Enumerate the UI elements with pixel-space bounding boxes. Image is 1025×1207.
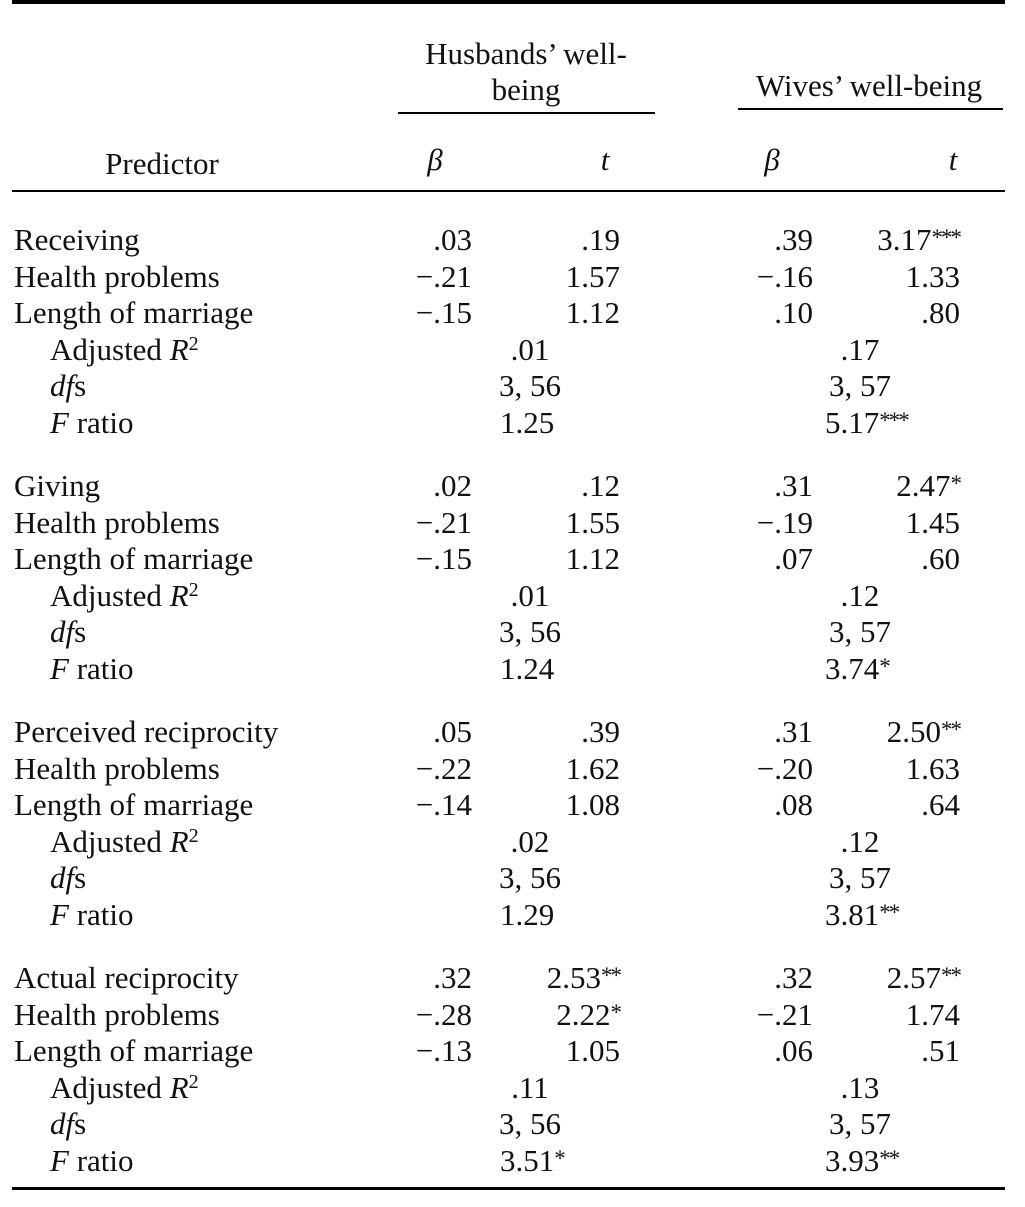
husbands-dfs: 3, 56	[499, 614, 561, 649]
stat-label-text: s	[74, 614, 87, 649]
husbands-beta-cell: .32	[433, 960, 472, 995]
husbands-beta-cell: −.22	[415, 750, 472, 786]
wives-f-ratio-value: 5.17	[825, 404, 880, 440]
husbands-header-line1: Husbands’ well-	[425, 36, 627, 71]
husbands-t-cell	[556, 996, 620, 1032]
stat-label-symbol: F	[50, 1142, 69, 1178]
predictor-header: Predictor	[105, 146, 219, 181]
wives-beta-cell: .39	[774, 222, 813, 257]
significance-stars: **	[879, 899, 899, 925]
wives-dfs: 3, 57	[829, 614, 891, 649]
husbands-t-cell	[566, 543, 620, 574]
stat-label-f_ratio	[50, 650, 134, 686]
wives-t-cell	[877, 224, 960, 255]
husbands-t-cell	[581, 224, 620, 255]
predictor-label: Health problems	[14, 996, 220, 1032]
husbands-t-cell-value: 1.57	[565, 258, 620, 294]
husbands-f-ratio	[500, 404, 555, 440]
wives-t-cell-value: 2.57	[886, 960, 941, 995]
wives-beta-cell: −.20	[756, 750, 813, 786]
predictor-label: Length of marriage	[14, 1033, 254, 1068]
stat-label-text: s	[74, 860, 87, 895]
husbands-f-ratio	[500, 650, 555, 686]
significance-stars: *	[879, 653, 889, 679]
predictor-label: Giving	[14, 468, 101, 503]
wives-t-cell	[905, 258, 960, 294]
husbands-beta-cell: .03	[433, 222, 472, 257]
wives-t-cell-value: .64	[921, 787, 960, 822]
significance-stars: ***	[879, 407, 908, 433]
wives-dfs: 3, 57	[829, 1106, 891, 1141]
stat-label-adj_r2	[50, 331, 199, 367]
wives-t-cell-value: 1.74	[905, 996, 960, 1032]
significance-stars: **	[879, 1145, 899, 1171]
stat-label-superscript: 2	[188, 332, 199, 355]
husbands-beta-cell: .02	[433, 468, 472, 503]
stat-label-symbol: df	[50, 368, 75, 403]
significance-stars: **	[941, 963, 960, 988]
predictor-label: Receiving	[14, 222, 140, 257]
stat-label-text: Adjusted	[50, 823, 170, 859]
husbands-beta-cell: −.15	[415, 541, 472, 576]
husbands-t-cell-value: 1.12	[565, 541, 620, 576]
wives-adj-r2: .12	[840, 577, 880, 613]
stat-label-adj_r2	[50, 577, 199, 613]
husbands-beta-cell: .05	[433, 714, 472, 749]
stat-label-symbol: R	[169, 1069, 189, 1105]
stat-label-text: ratio	[68, 896, 134, 932]
husbands-f-ratio	[500, 1142, 564, 1178]
husbands-t-cell-value: 1.08	[565, 787, 620, 822]
wives-beta-cell: −.16	[756, 258, 813, 294]
wives-beta-cell: .10	[774, 295, 813, 330]
husbands-beta-cell: −.15	[415, 295, 472, 330]
wives-f-ratio-value: 3.81	[825, 896, 880, 932]
wives-adj-r2: .12	[840, 823, 880, 859]
stat-label-superscript: 2	[188, 1070, 199, 1093]
husbands-header-underline	[398, 112, 655, 114]
husbands-dfs: 3, 56	[499, 368, 561, 403]
husbands-t-cell-value: 2.22	[556, 996, 611, 1032]
significance-stars: ***	[931, 225, 960, 250]
predictor-label: Health problems	[14, 258, 220, 294]
stat-label-symbol: R	[169, 823, 189, 859]
wives-t-cell	[921, 1035, 960, 1066]
stat-label-symbol: df	[50, 614, 75, 649]
stat-label-superscript: 2	[188, 824, 199, 847]
husbands-adj-r2: .01	[510, 331, 550, 367]
husbands-beta-cell: −.21	[415, 258, 472, 294]
husbands-beta-cell: −.14	[415, 787, 472, 822]
stat-label-text: ratio	[68, 1142, 134, 1178]
husbands-t-cell-value: 2.53	[546, 960, 601, 995]
husbands-t-cell-value: 1.05	[565, 1033, 620, 1068]
husbands-t-cell-value: .39	[581, 714, 620, 749]
stat-label-symbol: df	[50, 860, 75, 895]
wives-f-ratio	[825, 896, 899, 932]
wives-dfs: 3, 57	[829, 368, 891, 403]
stat-label-text: s	[74, 368, 87, 403]
wives-beta-cell: .07	[774, 541, 813, 576]
stat-label-text: Adjusted	[50, 1069, 170, 1105]
husbands-dfs: 3, 56	[499, 1106, 561, 1141]
wives-t-cell	[887, 716, 960, 747]
husbands-beta-cell: −.28	[415, 996, 472, 1032]
wives-t-header: t	[948, 142, 958, 177]
wives-t-cell	[905, 750, 960, 786]
stat-label-symbol: R	[169, 331, 189, 367]
husbands-adj-r2: .02	[510, 823, 550, 859]
wives-f-ratio	[825, 1142, 899, 1178]
stat-label-f_ratio	[50, 896, 134, 932]
husbands-f-ratio-value: 1.25	[500, 404, 555, 440]
header-rule	[12, 190, 1005, 192]
stat-label-symbol: F	[50, 896, 69, 932]
wives-adj-r2: .13	[840, 1069, 880, 1105]
stat-label-dfs	[50, 862, 86, 893]
husbands-t-cell-value: .12	[581, 468, 620, 503]
wives-t-cell-value: 1.45	[905, 504, 960, 540]
wives-adj-r2: .17	[840, 331, 880, 367]
wives-t-cell	[887, 962, 960, 993]
stat-label-text: Adjusted	[50, 577, 170, 613]
predictor-label: Health problems	[14, 504, 220, 540]
wives-beta-cell: .32	[774, 960, 813, 995]
predictor-label: Health problems	[14, 750, 220, 786]
stat-label-dfs	[50, 616, 86, 647]
husbands-t-header: t	[600, 142, 610, 177]
husbands-t-cell-value: 1.12	[565, 295, 620, 330]
significance-stars: **	[941, 717, 960, 742]
husbands-t-cell	[565, 504, 620, 540]
wives-beta-cell: −.19	[756, 504, 813, 540]
stat-label-f_ratio	[50, 404, 134, 440]
husbands-f-ratio-value: 1.29	[500, 896, 555, 932]
significance-stars: *	[950, 471, 960, 496]
wives-t-cell-value: 1.63	[905, 750, 960, 786]
husbands-t-cell-value: 1.55	[565, 504, 620, 540]
husbands-f-ratio-value: 3.51	[500, 1142, 555, 1178]
stat-label-f_ratio	[50, 1142, 134, 1178]
stat-label-adj_r2	[50, 1069, 199, 1105]
significance-stars: *	[610, 999, 620, 1025]
wives-t-cell-value: 2.50	[886, 714, 941, 749]
wives-t-cell	[896, 470, 960, 501]
stat-label-symbol: F	[50, 650, 69, 686]
stat-label-adj_r2	[50, 823, 199, 859]
husbands-t-cell-value: .19	[581, 222, 620, 257]
husbands-t-cell	[566, 1035, 620, 1066]
wives-t-cell-value: 3.17	[877, 222, 932, 257]
wives-header-underline	[738, 108, 1003, 110]
husbands-t-cell	[565, 750, 620, 786]
wives-t-cell	[905, 504, 960, 540]
husbands-t-cell	[566, 297, 620, 328]
husbands-t-cell	[581, 716, 620, 747]
wives-beta-cell: .06	[774, 1033, 813, 1068]
predictor-label: Actual reciprocity	[14, 960, 239, 995]
stat-label-dfs	[50, 1108, 86, 1139]
stat-label-text: ratio	[68, 404, 134, 440]
stat-label-superscript: 2	[188, 578, 199, 601]
husbands-t-cell	[547, 962, 620, 993]
stat-label-text: s	[74, 1106, 87, 1141]
stat-label-dfs	[50, 370, 86, 401]
wives-f-ratio	[825, 650, 889, 686]
bottom-rule	[12, 1187, 1005, 1190]
top-rule	[12, 0, 1005, 4]
wives-t-cell-value: 2.47	[896, 468, 951, 503]
husbands-f-ratio-value: 1.24	[500, 650, 555, 686]
wives-t-cell	[905, 996, 960, 1032]
wives-header: Wives’ well-being	[755, 68, 983, 103]
wives-t-cell-value: .60	[921, 541, 960, 576]
wives-beta-cell: .08	[774, 787, 813, 822]
stat-label-symbol: df	[50, 1106, 75, 1141]
husbands-t-cell	[565, 258, 620, 294]
wives-t-cell	[921, 543, 960, 574]
wives-beta-cell: .31	[774, 714, 813, 749]
husbands-f-ratio	[500, 896, 555, 932]
wives-t-cell-value: 1.33	[905, 258, 960, 294]
wives-t-cell	[921, 789, 960, 820]
husbands-t-cell-value: 1.62	[565, 750, 620, 786]
husbands-beta-cell: −.13	[415, 1033, 472, 1068]
predictor-label: Length of marriage	[14, 541, 254, 576]
stat-label-symbol: R	[169, 577, 189, 613]
wives-f-ratio-value: 3.74	[825, 650, 880, 686]
husbands-t-cell	[581, 470, 620, 501]
husbands-adj-r2: .01	[510, 577, 550, 613]
significance-stars: *	[554, 1145, 564, 1171]
wives-f-ratio-value: 3.93	[825, 1142, 880, 1178]
predictor-label: Perceived reciprocity	[14, 714, 279, 749]
significance-stars: **	[601, 963, 620, 988]
husbands-adj-r2: .11	[511, 1069, 549, 1105]
stat-label-text: Adjusted	[50, 331, 170, 367]
predictor-label: Length of marriage	[14, 787, 254, 822]
wives-f-ratio	[825, 404, 908, 440]
wives-dfs: 3, 57	[829, 860, 891, 895]
husbands-beta-header: β	[427, 142, 443, 177]
husbands-beta-cell: −.21	[415, 504, 472, 540]
stat-label-symbol: F	[50, 404, 69, 440]
wives-t-cell-value: .80	[921, 295, 960, 330]
husbands-t-cell	[566, 789, 620, 820]
wives-beta-cell: .31	[774, 468, 813, 503]
wives-beta-header: β	[764, 142, 780, 177]
husbands-dfs: 3, 56	[499, 860, 561, 895]
stat-label-text: ratio	[68, 650, 134, 686]
husbands-header-line2: being	[491, 72, 561, 107]
predictor-label: Length of marriage	[14, 295, 254, 330]
wives-beta-cell: −.21	[756, 996, 813, 1032]
wives-t-cell	[921, 297, 960, 328]
wives-t-cell-value: .51	[921, 1033, 960, 1068]
